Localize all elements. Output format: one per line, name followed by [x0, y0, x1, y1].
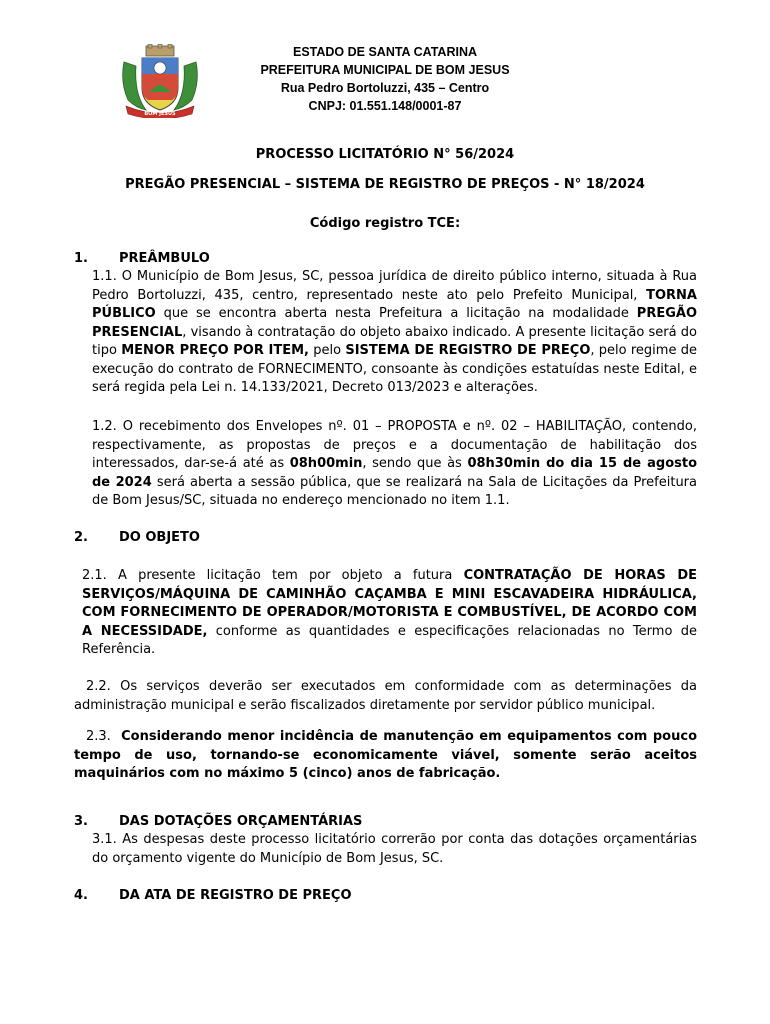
header-prefeitura: PREFEITURA MUNICIPAL DE BOM JESUS: [260, 63, 510, 77]
section-3-number: 3.: [74, 814, 88, 829]
section-1-title: PREÂMBULO: [119, 251, 210, 266]
header-state: ESTADO DE SANTA CATARINA: [292, 45, 478, 59]
section-2-title: DO OBJETO: [119, 530, 200, 545]
paragraph-2-3: 2.3. Considerando menor incidência de manutenção em equipamentos com pouco tempo de uso, tornando-se economicamente viável, somente serão aceitos maquinários com no máximo 5 (cinco) anos de fabricação.: [74, 729, 698, 781]
section-3-title: DAS DOTAÇÕES ORÇAMENTÁRIAS: [119, 814, 363, 829]
section-2-number: 2.: [74, 530, 88, 545]
pregao-title: PREGÃO PRESENCIAL – SISTEMA DE REGISTRO DE PREÇOS - N° 18/2024: [125, 177, 645, 192]
paragraph-2-2: 2.2. Os serviços deverão ser executados em conformidade com as determinações da administração municipal e serão fiscalizados diretamente por servidor público municipal.: [74, 679, 697, 713]
section-4-title: DA ATA DE REGISTRO DE PREÇO: [119, 888, 352, 903]
paragraph-2-1: 2.1. A presente licitação tem por objeto a futura CONTRATAÇÃO DE HORAS DE SERVIÇOS/MÁQUINA DE CAMINHÃO CAÇAMBA E MINI ESCAVADEIRA HIDRÁULICA, COM FORNECIMENTO DE OPERADOR/MOTORISTA E COMBUSTÍVEL, DE ACORDO COM A NECESSIDADE, conforme as quantidades e especificações relacionadas no Termo de Referência.: [82, 568, 697, 657]
paragraph-3-1: 3.1. As despesas deste processo licitatório correrão por conta das dotações orçamentárias do orçamento vigente do Município de Bom Jesus, SC.: [92, 832, 697, 866]
section-1-number: 1.: [74, 251, 88, 266]
tce-code-label: Código registro TCE:: [309, 216, 461, 231]
seal-ribbon-text: BOM JESUS: [144, 111, 176, 117]
paragraph-1-2: 1.2. O recebimento dos Envelopes nº. 01 – PROPOSTA e nº. 02 – HABILITAÇÃO, contendo, respectivamente, as propostas de preços e a documentação de habilitação dos interessados, dar-se-á até as 08h00min, sendo que às 08h30min do dia 15 de agosto de 2024 será aberta a sessão pública, que se realizará na Sala de Licitações da Prefeitura de Bom Jesus/SC, situada no endereço mencionado no item 1.1.: [92, 419, 698, 508]
header-address: Rua Pedro Bortoluzzi, 435 – Centro: [280, 81, 490, 95]
process-title: PROCESSO LICITATÓRIO N° 56/2024: [255, 147, 515, 162]
header-cnpj: CNPJ: 01.551.148/0001-87: [308, 99, 462, 113]
section-4-number: 4.: [74, 888, 88, 903]
letterhead: [230, 43, 540, 115]
paragraph-1-1: 1.1. O Município de Bom Jesus, SC, pessoa jurídica de direito público interno, situada à Rua Pedro Bortoluzzi, 435, centro, representado neste ato pelo Prefeito Municipal, TORNA PÚBLICO que se encontra aberta nesta Prefeitura a licitação na modalidade PREGÃO PRESENCIAL, visando à contratação do objeto abaixo indicado. A presente licitação será do tipo MENOR PREÇO POR ITEM, pelo SISTEMA DE REGISTRO DE PREÇO, pelo regime de execução do contrato de FORNECIMENTO, consoante às condições estatuídas neste Edital, e será regida pela Lei n. 14.133/2021, Decreto 013/2023 e alterações.: [92, 269, 697, 395]
municipal-coat-of-arms: [118, 44, 202, 118]
